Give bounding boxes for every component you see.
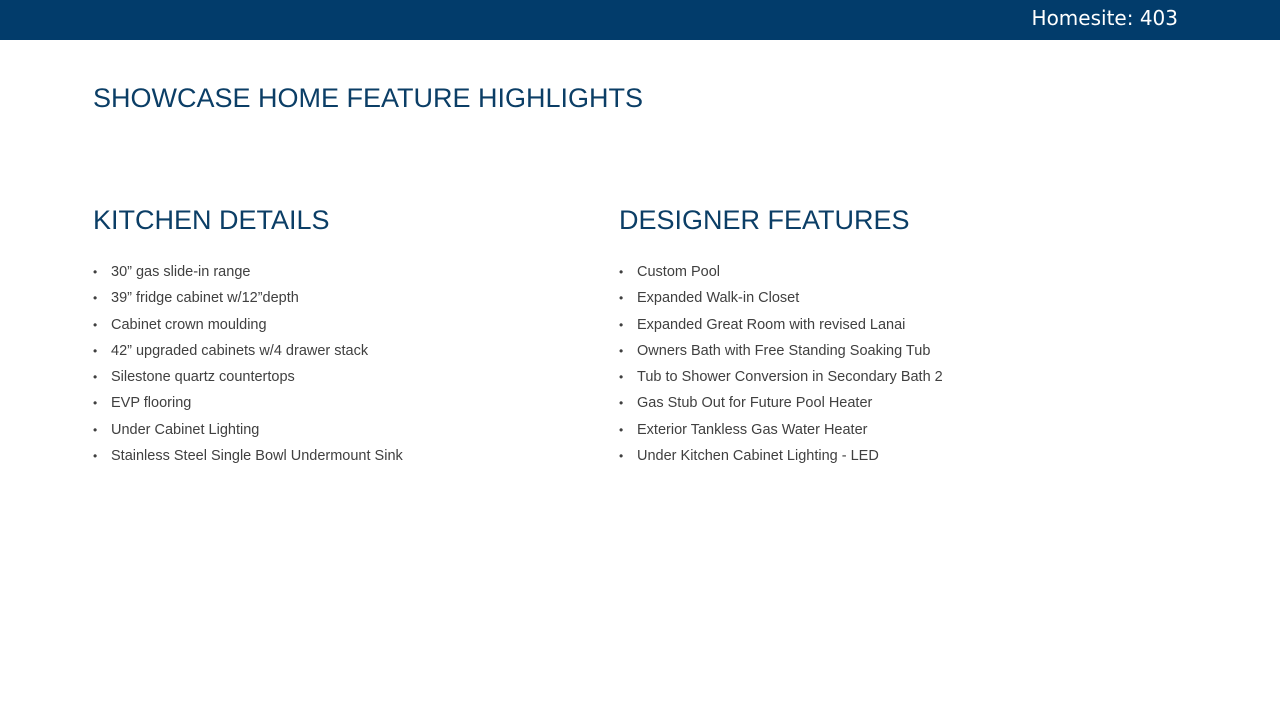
header-bar [0,0,1280,40]
designer-features-heading: DESIGNER FEATURES [619,205,910,235]
bullet-icon: • [619,396,624,411]
list-item-text: Cabinet crown moulding [111,316,267,333]
list-item [619,390,1139,416]
list-item [93,312,573,338]
list-item [93,390,573,416]
list-item-text: Under Cabinet Lighting [111,421,260,438]
list-item-text: Owners Bath with Free Standing Soaking Tub [637,342,931,359]
kitchen-details-heading: KITCHEN DETAILS [93,205,330,235]
bullet-icon: • [93,265,98,279]
bullet-icon: • [93,343,98,358]
list-item [619,364,1139,390]
list-item-text: Gas Stub Out for Future Pool Heater [637,395,873,412]
bullet-icon: • [619,343,624,358]
bullet-icon: • [619,370,624,385]
bullet-icon: • [93,422,98,437]
bullet-icon: • [93,370,98,385]
homesite-label: Homesite: 403 [1031,6,1178,30]
list-item [93,259,573,285]
bullet-icon: • [619,265,624,279]
designer-features-list [619,259,1139,469]
bullet-icon: • [93,317,98,332]
bullet-icon: • [619,422,624,437]
list-item-text: Silestone quartz countertops [111,369,295,386]
list-item-text: Under Kitchen Cabinet Lighting - LED [637,448,879,465]
bullet-icon: • [93,449,98,464]
list-item [93,364,573,390]
list-item [93,443,573,469]
list-item-text: Custom Pool [637,264,721,280]
list-item-text: Stainless Steel Single Bowl Undermount Sink [111,448,403,465]
list-item [93,285,573,311]
list-item-text: 39” fridge cabinet w/12”depth [111,290,299,307]
list-item [619,259,1139,285]
list-item [93,417,573,443]
list-item [93,338,573,364]
list-item-text: Expanded Walk-in Closet [637,290,800,307]
list-item-text: 30” gas slide-in range [111,264,251,280]
list-item-text: 42” upgraded cabinets w/4 drawer stack [111,342,369,359]
list-item [619,285,1139,311]
list-item-text: Tub to Shower Conversion in Secondary Bath 2 [637,369,943,386]
list-item-text: Exterior Tankless Gas Water Heater [637,421,868,438]
page-title: SHOWCASE HOME FEATURE HIGHLIGHTS [93,83,644,113]
list-item-text: EVP flooring [111,395,192,412]
list-item-text: Expanded Great Room with revised Lanai [637,316,906,333]
list-item [619,417,1139,443]
designer-features-section [619,202,1139,469]
kitchen-details-section [93,202,573,469]
list-item [619,338,1139,364]
bullet-icon: • [93,396,98,411]
kitchen-details-list [93,259,573,469]
bullet-icon: • [619,317,624,332]
bullet-icon: • [619,449,624,464]
list-item [619,443,1139,469]
bullet-icon: • [93,291,98,306]
bullet-icon: • [619,291,624,306]
list-item [619,312,1139,338]
